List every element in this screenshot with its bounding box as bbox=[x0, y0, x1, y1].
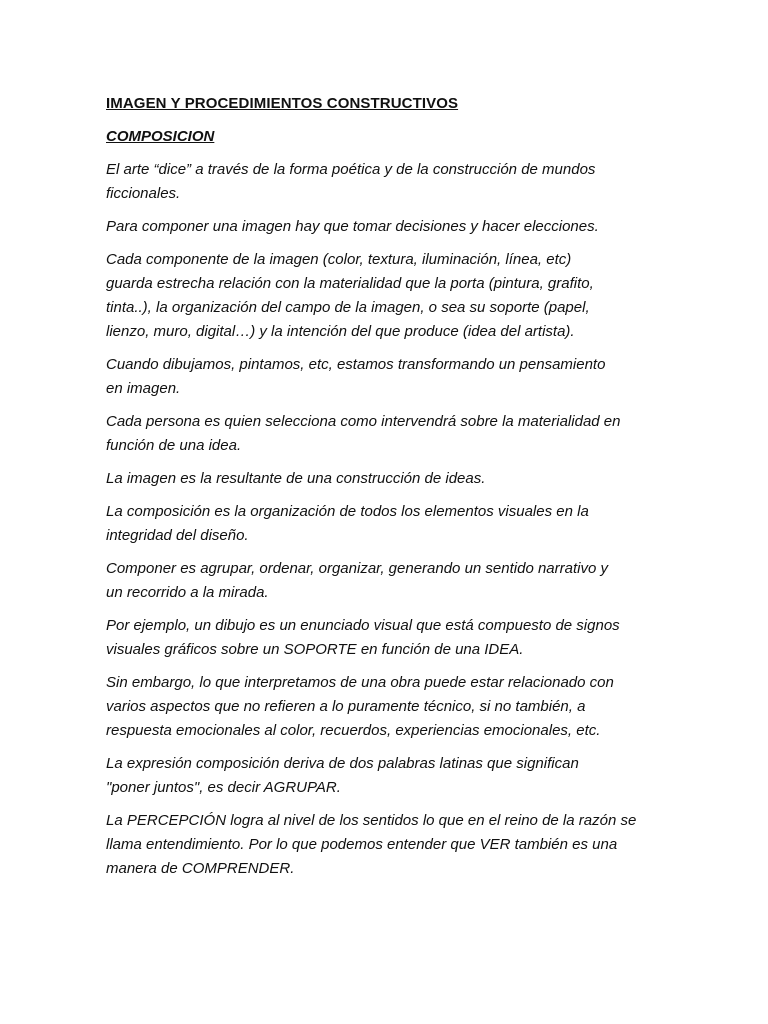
section-title: COMPOSICION bbox=[106, 128, 215, 145]
body-paragraph bbox=[106, 410, 668, 458]
paragraph-line: manera de COMPRENDER. bbox=[106, 860, 295, 877]
paragraph-line: "poner juntos", es decir AGRUPAR. bbox=[106, 779, 341, 796]
body-paragraph bbox=[106, 671, 668, 743]
body-paragraph bbox=[106, 752, 668, 800]
paragraph-line: La composición es la organización de todos los elementos visuales en la bbox=[106, 503, 589, 520]
body-paragraph bbox=[106, 467, 668, 491]
paragraph-line: Cada componente de la imagen (color, textura, iluminación, línea, etc) bbox=[106, 251, 572, 268]
paragraph-line: Por ejemplo, un dibujo es un enunciado visual que está compuesto de signos bbox=[106, 617, 620, 634]
paragraph-line: guarda estrecha relación con la materialidad que la porta (pintura, grafito, bbox=[106, 275, 594, 292]
body-paragraph bbox=[106, 248, 668, 344]
body-paragraph bbox=[106, 158, 668, 206]
paragraph-line: El arte “dice” a través de la forma poética y de la construcción de mundos bbox=[106, 161, 596, 178]
body-paragraph bbox=[106, 500, 668, 548]
paragraph-line: Sin embargo, lo que interpretamos de una obra puede estar relacionado con bbox=[106, 674, 614, 691]
paragraph-line: ficcionales. bbox=[106, 185, 181, 202]
body-paragraph bbox=[106, 215, 668, 239]
body-paragraph bbox=[106, 614, 668, 662]
paragraph-line: lienzo, muro, digital…) y la intención del que produce (idea del artista). bbox=[106, 323, 575, 340]
paragraph-line: La PERCEPCIÓN logra al nivel de los sentidos lo que en el reino de la razón se bbox=[106, 812, 637, 829]
body-paragraph bbox=[106, 809, 668, 881]
paragraph-line: Cada persona es quien selecciona como intervendrá sobre la materialidad en bbox=[106, 413, 621, 430]
paragraph-line: visuales gráficos sobre un SOPORTE en función de una IDEA. bbox=[106, 641, 524, 658]
document-body bbox=[106, 158, 668, 881]
paragraph-line: en imagen. bbox=[106, 380, 181, 397]
paragraph-line: varios aspectos que no refieren a lo puramente técnico, si no también, a bbox=[106, 698, 586, 715]
paragraph-line: Componer es agrupar, ordenar, organizar, generando un sentido narrativo y bbox=[106, 560, 608, 577]
paragraph-line: un recorrido a la mirada. bbox=[106, 584, 269, 601]
body-paragraph bbox=[106, 557, 668, 605]
paragraph-line: tinta..), la organización del campo de la imagen, o sea su soporte (papel, bbox=[106, 299, 590, 316]
paragraph-line: Cuando dibujamos, pintamos, etc, estamos transformando un pensamiento bbox=[106, 356, 606, 373]
body-paragraph bbox=[106, 353, 668, 401]
paragraph-line: función de una idea. bbox=[106, 437, 242, 454]
paragraph-line: respuesta emocionales al color, recuerdos, experiencias emocionales, etc. bbox=[106, 722, 601, 739]
paragraph-line: Para componer una imagen hay que tomar decisiones y hacer elecciones. bbox=[106, 218, 599, 235]
document-heading: IMAGEN Y PROCEDIMIENTOS CONSTRUCTIVOS bbox=[106, 95, 459, 112]
paragraph-line: La imagen es la resultante de una construcción de ideas. bbox=[106, 470, 486, 487]
paragraph-line: integridad del diseño. bbox=[106, 527, 249, 544]
paragraph-line: La expresión composición deriva de dos palabras latinas que significan bbox=[106, 755, 579, 772]
paragraph-line: llama entendimiento. Por lo que podemos entender que VER también es una bbox=[106, 836, 618, 853]
